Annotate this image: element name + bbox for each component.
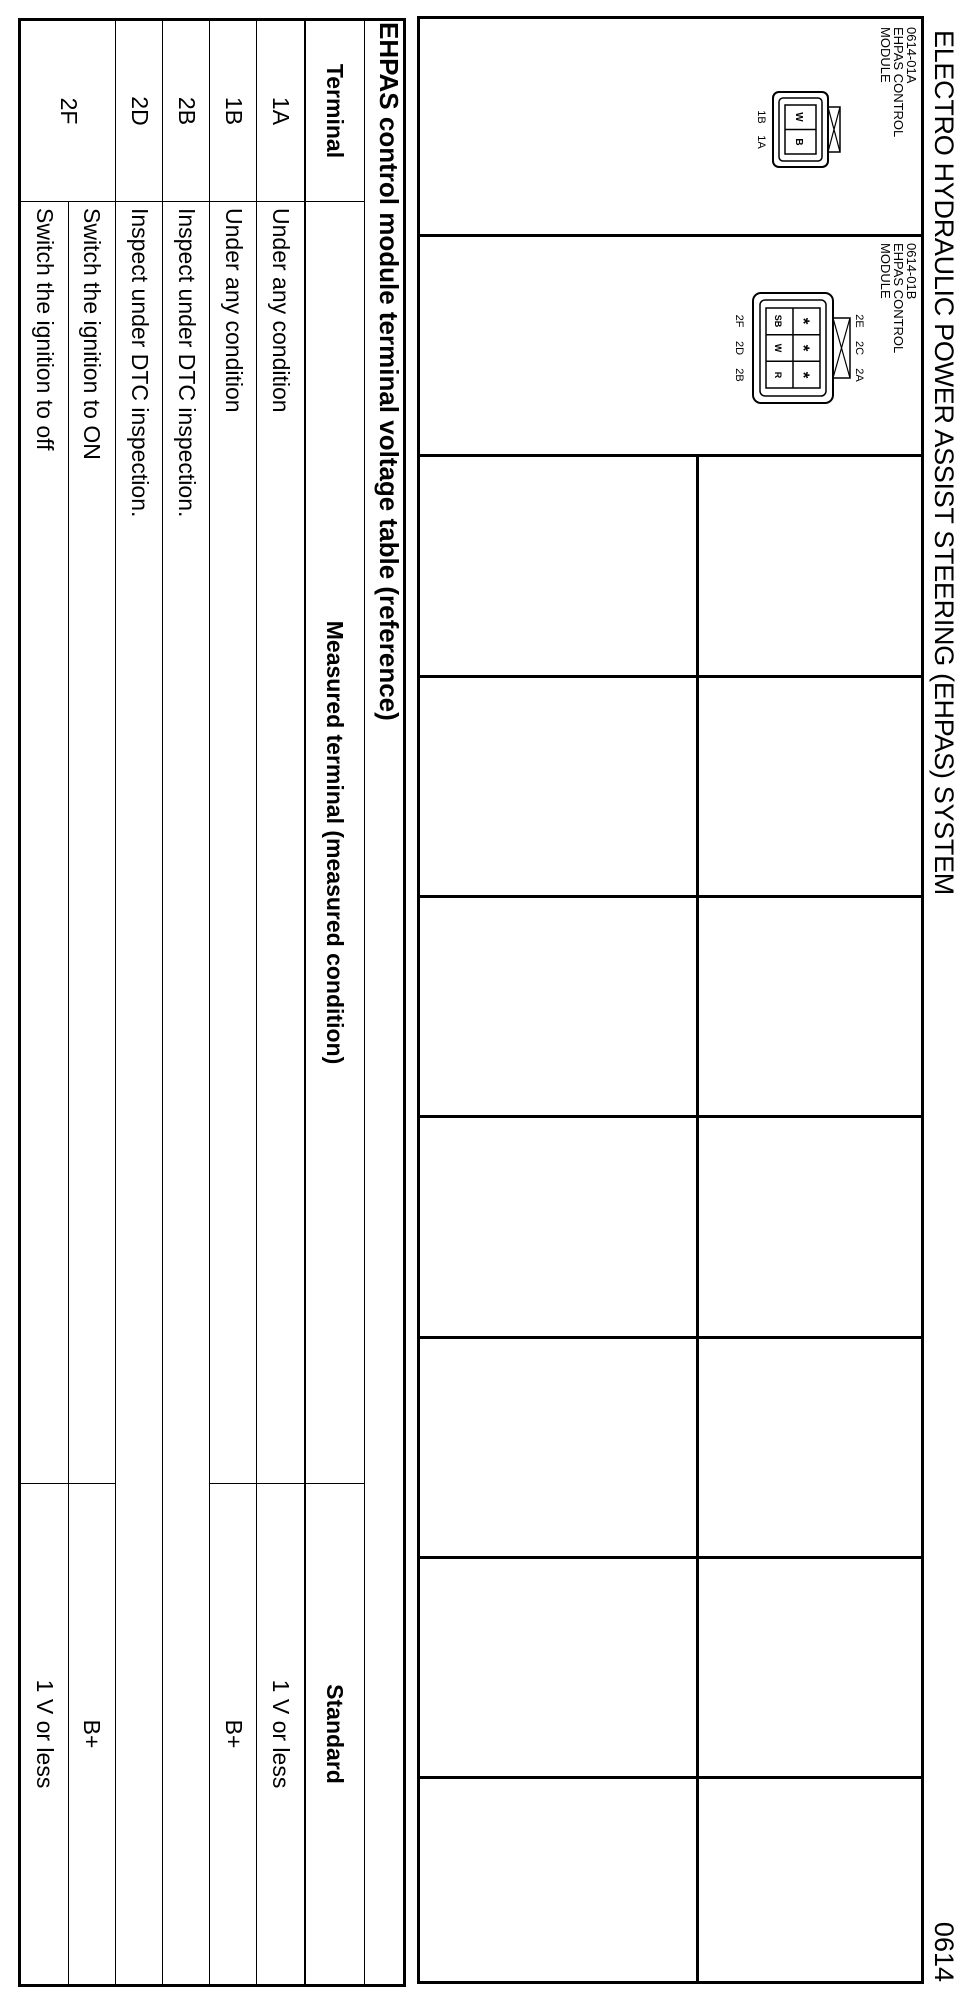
pin-wire-2b: R bbox=[773, 371, 783, 379]
pin-label-2e: 2E bbox=[853, 314, 865, 328]
voltage-table-title: EHPAS control module terminal voltage table (reference) bbox=[374, 22, 404, 721]
connector-0614-01a bbox=[428, 27, 918, 232]
cell-terminal: 2F bbox=[20, 20, 116, 202]
connector-a-labels bbox=[753, 77, 858, 187]
table-row bbox=[116, 20, 163, 1986]
pin-top-2e: * bbox=[794, 317, 813, 325]
connector-code: 0614-01B bbox=[904, 243, 919, 300]
cell-condition: Under any condition bbox=[257, 202, 305, 1484]
page-number: 0614 bbox=[929, 1921, 959, 1982]
pin-label-1b: 1B bbox=[755, 110, 767, 124]
table-row bbox=[210, 20, 257, 1986]
pin-top-2c: * bbox=[794, 344, 813, 352]
pin-wire-1a: B bbox=[793, 138, 804, 146]
cell-condition: Inspect under DTC inspection. bbox=[116, 202, 163, 1986]
voltage-table bbox=[18, 18, 406, 1987]
pin-wire-1b: W bbox=[793, 112, 804, 122]
pin-label-2c: 2C bbox=[853, 340, 865, 356]
connector-code: 0614-01A bbox=[904, 27, 919, 84]
cell-terminal: 2D bbox=[116, 20, 163, 202]
cell-condition: Switch the ignition to off bbox=[20, 202, 69, 1484]
header-terminal: Terminal bbox=[305, 20, 365, 202]
table-row bbox=[20, 20, 69, 1986]
pin-label-2a: 2A bbox=[853, 368, 865, 382]
connector-0614-01b bbox=[428, 243, 918, 451]
cell-terminal: 1B bbox=[210, 20, 257, 202]
pin-wire-2d: W bbox=[773, 343, 783, 353]
cell-condition: Switch the ignition to ON bbox=[68, 202, 115, 1484]
cell-condition: Inspect under DTC inspection. bbox=[163, 202, 210, 1986]
table-row bbox=[163, 20, 210, 1986]
connector-name: EHPAS CONTROL MODULE bbox=[878, 27, 906, 138]
cell-standard: B+ bbox=[210, 1484, 257, 1986]
connector-name: EHPAS CONTROL MODULE bbox=[878, 243, 906, 354]
pin-label-2f: 2F bbox=[733, 314, 745, 328]
page-title: ELECTRO HYDRAULIC POWER ASSIST STEERING (EHPAS) SYSTEM bbox=[929, 30, 959, 895]
cell-terminal: 2B bbox=[163, 20, 210, 202]
pin-top-2a: * bbox=[794, 371, 813, 379]
header-condition: Measured terminal (measured condition) bbox=[305, 202, 365, 1484]
connector-b-icon bbox=[728, 278, 868, 418]
pin-label-2b: 2B bbox=[733, 368, 745, 382]
pin-wire-2f: SB bbox=[773, 314, 783, 328]
pin-label-2d: 2D bbox=[733, 340, 745, 356]
cell-standard: 1 V or less bbox=[257, 1484, 305, 1986]
cell-standard: B+ bbox=[68, 1484, 115, 1986]
cell-condition: Under any condition bbox=[210, 202, 257, 1484]
table-row bbox=[68, 20, 115, 1986]
cell-standard: 1 V or less bbox=[20, 1484, 69, 1986]
header-standard: Standard bbox=[305, 1484, 365, 1986]
connector-grid bbox=[417, 16, 924, 1984]
cell-terminal: 1A bbox=[257, 20, 305, 202]
pin-label-1a: 1A bbox=[755, 135, 767, 149]
table-row bbox=[257, 20, 305, 1986]
